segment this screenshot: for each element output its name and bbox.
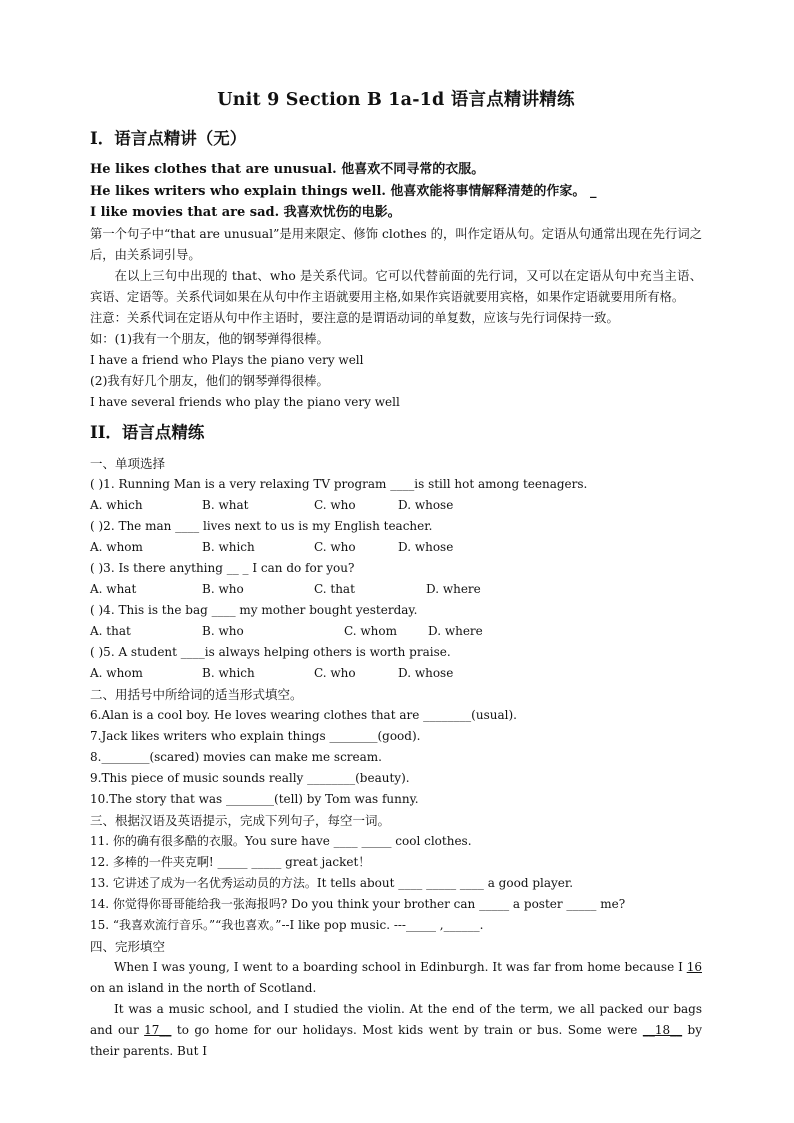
question-2: ( )2. The man ____ lives next to us is my English teacher. — [90, 518, 433, 533]
cloze-paragraph-1 — [90, 957, 702, 999]
question-4: ( )4. This is the bag ____ my mother bought yesterday. — [90, 602, 418, 617]
page-title: Unit 9 Section B 1a-1d 语言点精讲精练 — [217, 90, 575, 110]
example-2-chinese: (2)我有好几个朋友，他们的钢琴弹得很棒。 — [90, 373, 329, 388]
fill-question-10: 10.The story that was ________(tell) by Tom was funny. — [90, 791, 419, 806]
option-d: D. whose — [398, 497, 454, 512]
option-a: A. whom — [90, 539, 143, 554]
cloze-text: by their parents. But I — [90, 1022, 703, 1058]
option-c: C. who — [314, 539, 356, 554]
option-b: B. which — [202, 539, 255, 554]
option-b: B. who — [202, 581, 244, 596]
fill-question-7: 7.Jack likes writers who explain things ________(good). — [90, 728, 421, 743]
example-1-english: I have a friend who Plays the piano very well — [90, 352, 364, 367]
cloze-text: It was a music school, and I studied the violin. At the end of the term, we all packed our bags and our — [90, 1001, 702, 1037]
option-d: D. where — [428, 623, 483, 638]
document-page — [90, 86, 702, 1062]
cloze-text: on an island in the north of Scotland. — [90, 980, 317, 995]
translate-question-14: 14. 你觉得你哥哥能给我一张海报吗? Do you think your brother can _____ a poster _____ me? — [90, 896, 626, 911]
cloze-blank-18: __18__ — [642, 1022, 683, 1037]
section-heading-1: I．语言点精讲（无） — [90, 129, 247, 148]
subsection-title-fill: 二、用括号中所给词的适当形式填空。 — [90, 686, 303, 702]
option-c: C. who — [314, 665, 356, 680]
question-1-options — [90, 495, 702, 516]
option-c: C. that — [314, 581, 355, 596]
option-d: D. whose — [398, 665, 454, 680]
cloze-text: When I was young, I went to a boarding school in Edinburgh. It was far from home because I — [114, 959, 687, 974]
fill-question-8: 8.________(scared) movies can make me scream. — [90, 749, 382, 764]
fill-question-9: 9.This piece of music sounds really ________(beauty). — [90, 770, 410, 785]
option-b: B. what — [202, 497, 249, 512]
question-1: ( )1. Running Man is a very relaxing TV program ____is still hot among teenagers. — [90, 476, 588, 491]
translate-question-13: 13. 它讲述了成为一名优秀运动员的方法。It tells about ____ _____ ____ a good player. — [90, 875, 574, 890]
subsection-title-translate: 三、根据汉语及英语提示，完成下列句子，每空一词。 — [90, 812, 391, 828]
question-3: ( )3. Is there anything __ _ I can do for you? — [90, 560, 355, 575]
cloze-paragraph-2 — [90, 999, 702, 1062]
example-1-chinese: 如：(1)我有一个朋友，他的钢琴弹得很棒。 — [90, 331, 329, 346]
example-sentence-1: He likes clothes that are unusual. 他喜欢不同寻常的衣服。 — [90, 162, 485, 177]
translate-question-11: 11. 你的确有很多酷的衣服。You sure have ____ _____ cool clothes. — [90, 833, 472, 848]
explanation-paragraph-1: 第一个句子中“that are unusual”是用来限定、修饰 clothes 的，叫作定语从句。定语从句通常出现在先行词之后，由关系词引导。 — [90, 226, 702, 262]
question-5-options — [90, 663, 702, 684]
option-b: B. which — [202, 665, 255, 680]
option-d: D. where — [426, 581, 481, 596]
translate-question-15: 15. “我喜欢流行音乐。”“我也喜欢。”--I like pop music. ---_____ ,______. — [90, 917, 484, 932]
cloze-blank-17: 17__ — [144, 1022, 172, 1037]
translate-question-12: 12. 多棒的一件夹克啊! _____ _____ great jacket！ — [90, 854, 371, 869]
option-a: A. what — [90, 581, 137, 596]
option-c: C. whom — [344, 623, 397, 638]
question-4-options — [90, 621, 702, 642]
subsection-title-choice: 一、单项选择 — [90, 455, 166, 471]
note-paragraph: 注意：关系代词在定语从句中作主语时，要注意的是谓语动词的单复数，应该与先行词保持一致。 — [90, 310, 619, 325]
option-d: D. whose — [398, 539, 454, 554]
example-sentence-3: I like movies that are sad. 我喜欢忧伤的电影。 — [90, 205, 401, 220]
example-2-english: I have several friends who play the piano very well — [90, 394, 400, 409]
question-2-options — [90, 537, 702, 558]
option-a: A. whom — [90, 665, 143, 680]
question-5: ( )5. A student ____is always helping others is worth praise. — [90, 644, 451, 659]
explanation-paragraph-2: 在以上三句中出现的 that、who 是关系代词。它可以代替前面的先行词，又可以在定语从句中充当主语、宾语、定语等。关系代词如果在从句中作主语就要用主格,如果作宾语就要用宾格，如果作定语就要用所有格。 — [90, 268, 702, 304]
option-c: C. who — [314, 497, 356, 512]
example-sentence-2: He likes writers who explain things well. 他喜欢能将事情解释清楚的作家。 _ — [90, 183, 597, 199]
option-a: A. that — [90, 623, 131, 638]
fill-question-6: 6.Alan is a cool boy. He loves wearing clothes that are ________(usual). — [90, 707, 517, 722]
cloze-text: to go home for our holidays. Most kids went by train or bus. Some were — [171, 1022, 643, 1037]
section-heading-2: II．语言点精练 — [90, 422, 205, 442]
question-3-options — [90, 579, 702, 600]
option-b: B. who — [202, 623, 244, 638]
option-a: A. which — [90, 497, 143, 512]
subsection-title-cloze: 四、完形填空 — [90, 938, 166, 954]
cloze-blank-16: 16 — [686, 959, 702, 974]
